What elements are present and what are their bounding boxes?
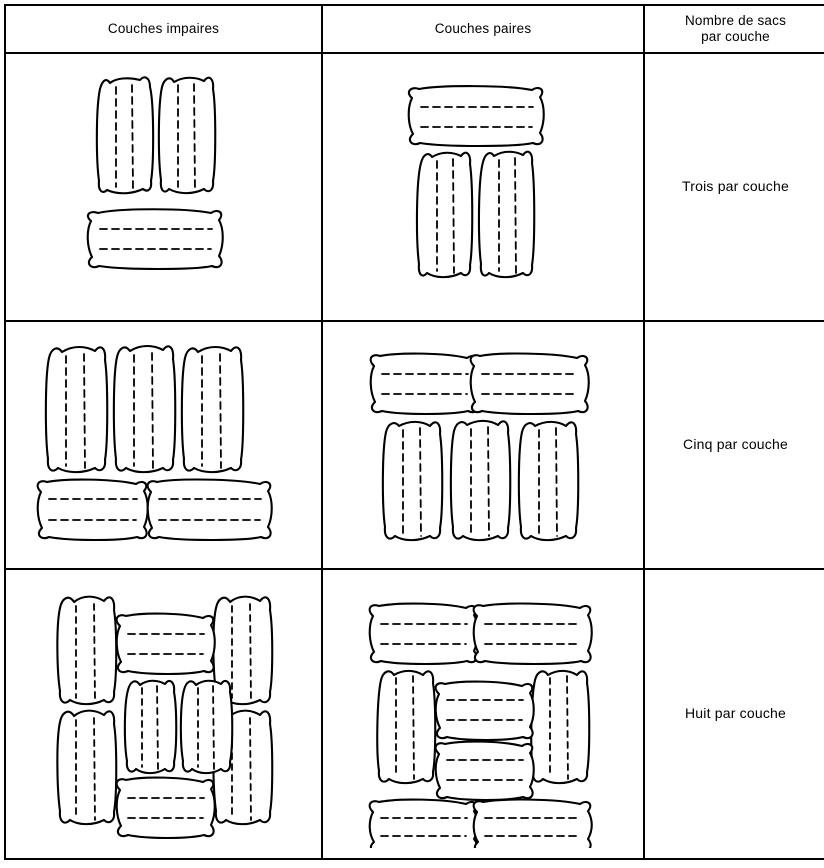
count-cell-three [644,53,824,321]
count-cell-five [644,321,824,569]
three-per-layer-even-pattern [363,67,603,307]
eight-per-layer-even-pattern [357,580,609,848]
table-row [5,321,824,569]
three-per-layer-odd-pattern [44,67,284,307]
diagram-cell-even-three [322,53,644,321]
diagram-cell-even-five [322,321,644,569]
header-sacks-per-layer [644,5,824,53]
table-row [5,569,824,859]
diagram-cell-even-eight [322,569,644,859]
count-cell-eight [644,569,824,859]
eight-per-layer-odd-pattern [38,580,290,848]
diagram-cell-odd-eight [5,569,322,859]
header-sacks-per-layer-line1: Nombre de sacs [684,12,787,28]
diagram-cell-odd-three [5,53,322,321]
header-odd-layers: Couches impaires [5,5,322,53]
count-label: Huit par couche [684,705,787,721]
header-row [5,5,824,53]
header-sacks-per-layer-line2: par couche [701,29,770,44]
table-head [5,5,824,53]
count-label: Trois par couche [682,178,789,194]
table-row [5,53,824,321]
stacking-pattern-table [4,4,824,860]
diagram-cell-odd-five [5,321,322,569]
five-per-layer-even-pattern [358,336,608,554]
table-body [5,53,824,859]
diagram-sheet [0,4,824,868]
header-even-layers: Couches paires [322,5,644,53]
five-per-layer-odd-pattern [29,336,299,554]
count-label: Cinq par couche [683,436,788,452]
